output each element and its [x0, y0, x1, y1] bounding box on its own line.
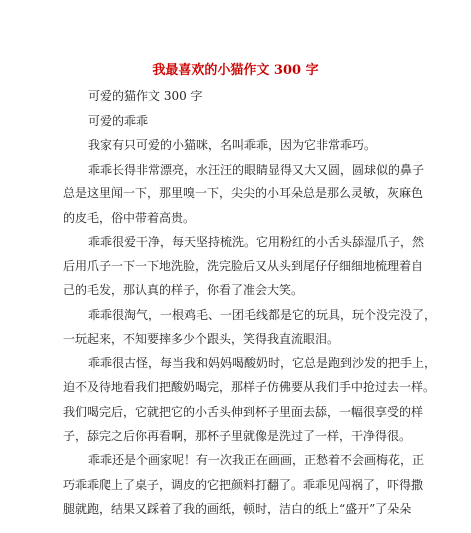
paragraph-line: 可爱的猫作文 300 字: [88, 89, 203, 103]
paragraph-line: 乖乖还是个画家呢！有一次我正在画画，正愁着不会画梅花，正: [88, 453, 425, 467]
paragraph-line: 乖乖很爱干净，每天坚持梳洗。它用粉红的小舌头舔湿爪子，然: [88, 235, 425, 249]
paragraph-line: 我们喝完后，它就把它的小舌头伸到杯子里面去舔，一幅很享受的样: [63, 405, 424, 419]
paragraph-line: 乖乖很古怪，每当我和妈妈喝酸奶时，它总是跑到沙发的把手上，: [88, 356, 437, 370]
paragraph-line: 己的毛发，那认真的样子，你看了准会大笑。: [63, 283, 304, 297]
paragraph-line: 乖乖很淘气，一根鸡毛、一团毛线都是它的玩具，玩个没完没了，: [88, 308, 437, 322]
paragraph-line: 一玩起来，不知要摔多少个跟头，笑得我直流眼泪。: [63, 332, 340, 346]
paragraph-line: 腿就跑，结果又踩着了我的画纸，顿时，洁白的纸上“盛开”了朵朵: [63, 502, 412, 516]
paragraph-line: 子，舔完之后你再看啊，那杯子里就像是洗过了一样，干净得很。: [63, 429, 412, 443]
paragraph-line: 的皮毛，俗中带着高贵。: [63, 211, 196, 225]
paragraph-line: 迫不及待地看我们把酸奶喝完，那样子仿佛要从我们手中抢过去一样。: [63, 380, 436, 394]
paragraph-line: 乖乖长得非常漂亮，水汪汪的眼睛显得又大又圆，圆球似的鼻子: [88, 163, 425, 177]
paragraph-line: 我家有只可爱的小猫咪，名叫乖乖，因为它非常乖巧。: [88, 138, 377, 152]
paragraph-line: 可爱的乖乖: [88, 114, 149, 128]
paragraph-line: 后用爪子一下一下地洗脸，洗完脸后又从头到尾仔仔细细地梳理着自: [63, 259, 424, 273]
document-title: 我最喜欢的小猫作文 300 字: [152, 63, 319, 78]
paragraph-line: 巧乖乖爬上了桌子，调皮的它把颜料打翻了。乖乖见闯祸了，吓得撒: [63, 478, 424, 492]
paragraph-line: 总是这里闻一下，那里嗅一下，尖尖的小耳朵总是那么灵敏，灰麻色: [63, 186, 424, 200]
